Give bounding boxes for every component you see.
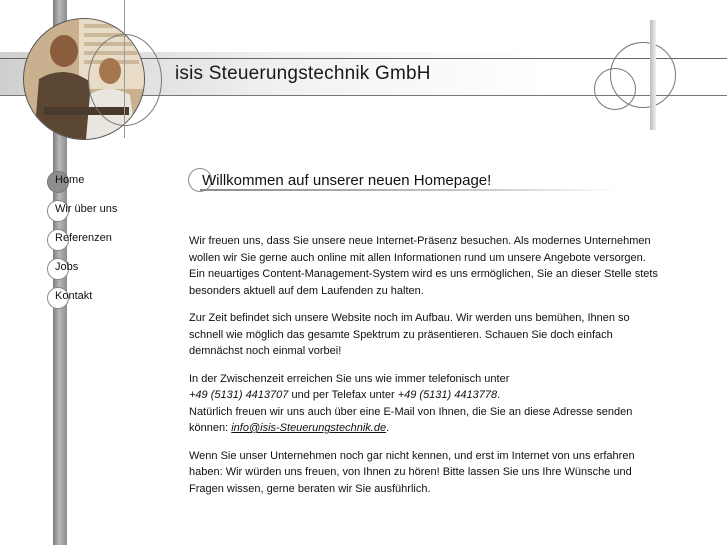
nav-item-label: Home <box>55 174 85 186</box>
nav-item-jobs[interactable] <box>47 258 167 280</box>
intro-paragraph: Wir freuen uns, dass Sie unsere neue Internet-Präsenz besuchen. Als modernes Unternehmen wollen wir Sie gerne auch online mit allen Informationen rund um unsere Angebote versorgen. Ein neuartiges Content-Management-System wird es uns ermöglichen, Sie an dieser Stelle stets besonders aktuell auf dem Laufenden zu halten. <box>189 235 658 297</box>
invitation-paragraph: Wenn Sie unser Unternehmen noch gar nicht kennen, und erst im Internet von uns erfahren haben: Wir würden uns freuen, von Ihnen zu hören! Bitte lassen Sie uns Ihre Wünsche und Fragen wissen, gerne beraten wir Sie ausführlich. <box>189 449 635 495</box>
fax-number: +49 (5131) 4413778 <box>397 389 498 401</box>
headline-block <box>188 168 628 194</box>
email-intro-text: Natürlich freuen wir uns auch über eine E-Mail von Ihnen, die Sie an diese Adresse senden können: <box>189 405 633 434</box>
main-content <box>189 233 659 508</box>
sentence-period: . <box>386 422 390 434</box>
nav-item-label: Wir über uns <box>55 203 118 215</box>
decor-vline-left <box>124 0 125 138</box>
sentence-period: . <box>497 389 501 401</box>
headline-rule <box>200 189 620 191</box>
contact-intro-text: In der Zwischenzeit erreichen Sie uns wie immer telefonisch unter <box>189 372 510 385</box>
decor-vline-right <box>650 20 656 130</box>
company-title: isis Steuerungstechnik GmbH <box>175 63 431 84</box>
nav-item-wir-ueber-uns[interactable] <box>47 200 167 222</box>
nav-item-label: Kontakt <box>55 290 93 302</box>
phone-number: +49 (5131) 4413707 <box>189 389 289 401</box>
decor-ring-right-small <box>594 68 636 110</box>
construction-paragraph: Zur Zeit befindet sich unsere Website noch im Aufbau. Wir werden uns bemühen, Ihnen so schnell wie möglich das gesamte Spektrum zu präsentieren. Schauen Sie doch einfach demnächst noch einmal vorbei! <box>189 312 630 357</box>
nav-item-referenzen[interactable] <box>47 229 167 251</box>
nav-item-label: Referenzen <box>55 232 112 244</box>
nav-item-label: Jobs <box>55 261 79 273</box>
contact-paragraph <box>189 371 659 437</box>
decor-ring-left <box>88 34 162 126</box>
fax-intro-text: und per Telefax unter <box>291 389 395 401</box>
email-address: info@isis-Steuerungstechnik.de <box>231 422 387 434</box>
email-link[interactable] <box>231 422 386 434</box>
page-headline: Willkommen auf unserer neuen Homepage! <box>202 172 492 189</box>
nav-item-home[interactable] <box>47 171 167 193</box>
nav-item-kontakt[interactable] <box>47 287 167 309</box>
